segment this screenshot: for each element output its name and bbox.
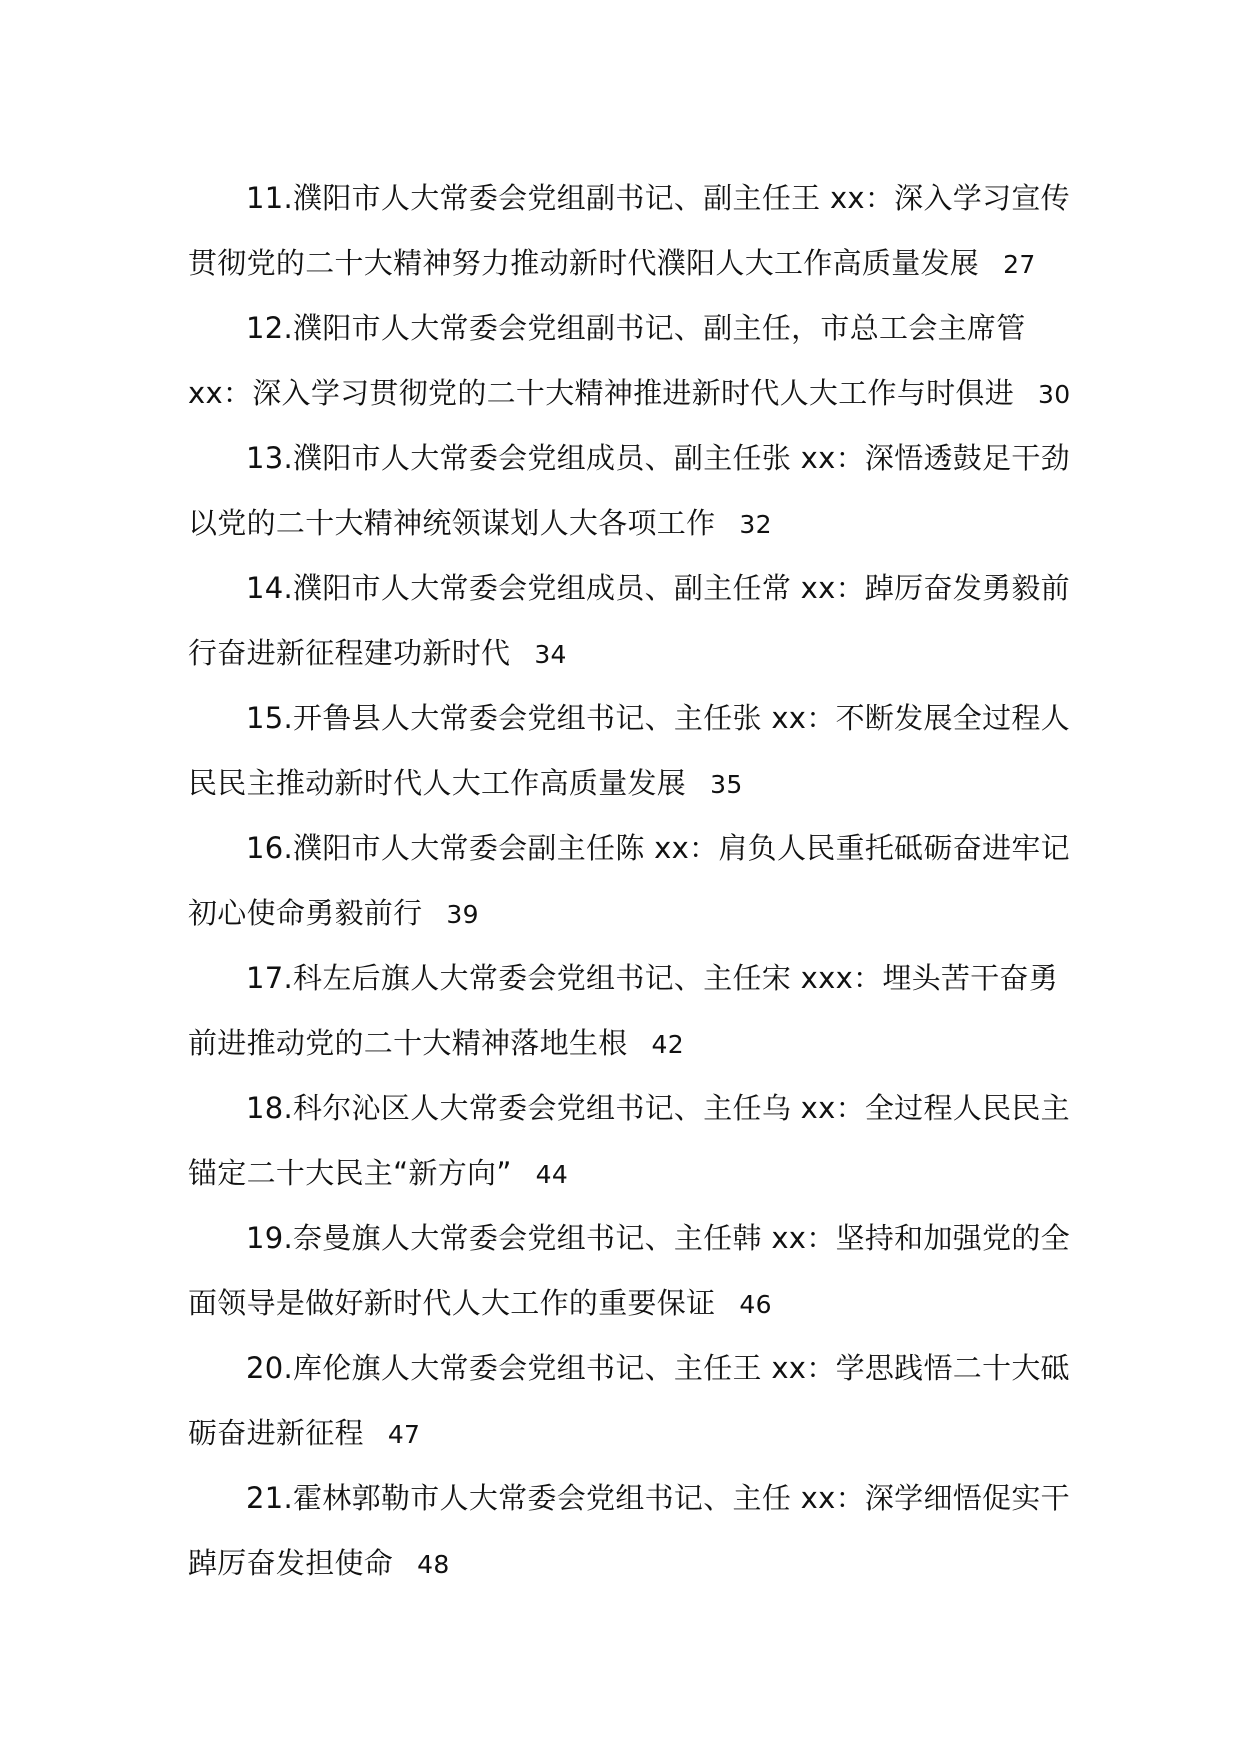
toc-entry-title-line2: [188, 621, 1058, 686]
toc-entry-19[interactable]: [188, 1206, 1070, 1336]
toc-entry-title-line2: [188, 751, 1058, 816]
toc-entry-title-line1: 16.濮阳市人大常委会副主任陈 xx：肩负人民重托砥砺奋进牢记: [246, 831, 1070, 865]
toc-entry-title-line1: 12.濮阳市人大常委会党组副书记、副主任，市总工会主席管: [246, 311, 1026, 345]
toc-page-number: 32: [739, 510, 772, 539]
toc-entry-title-line1: 17.科左后旗人大常委会党组书记、主任宋 xxx：埋头苦干奋勇: [246, 961, 1059, 995]
toc-entry-13[interactable]: [188, 426, 1070, 556]
toc-page-number: 27: [1003, 250, 1036, 279]
toc-entry-title-line2: [188, 1011, 1058, 1076]
toc-page-number: 30: [1038, 380, 1071, 409]
toc-page-number: 39: [446, 900, 479, 929]
toc-entry-16[interactable]: [188, 816, 1070, 946]
toc-page-number: 48: [417, 1550, 450, 1579]
toc-entry-title-line2: [188, 1531, 1058, 1596]
toc-page-number: 34: [534, 640, 567, 669]
toc-page-number: 35: [710, 770, 743, 799]
toc-entry-title-text: 锚定二十大民主“新方向”: [188, 1156, 512, 1190]
toc-entry-title-line1: 14.濮阳市人大常委会党组成员、副主任常 xx：踔厉奋发勇毅前: [246, 571, 1070, 605]
toc-entry-title-text: 贯彻党的二十大精神努力推动新时代濮阳人大工作高质量发展: [188, 246, 980, 280]
toc-entry-title-line1: 18.科尔沁区人大常委会党组书记、主任乌 xx：全过程人民民主: [246, 1091, 1070, 1125]
toc-entry-title-line2: [188, 231, 1058, 296]
toc-page-number: 47: [387, 1420, 421, 1449]
toc-entry-title-line1: 13.濮阳市人大常委会党组成员、副主任张 xx：深悟透鼓足干劲: [246, 441, 1070, 475]
toc-entry-title-text: 行奋进新征程建功新时代: [188, 636, 511, 670]
toc-page-number: 46: [739, 1290, 772, 1319]
toc-page-number: 42: [651, 1030, 684, 1059]
toc-entry-title-text: 面领导是做好新时代人大工作的重要保证: [188, 1286, 716, 1320]
toc-entry-18[interactable]: [188, 1076, 1070, 1206]
toc-entry-14[interactable]: [188, 556, 1070, 686]
toc-page-number: 44: [535, 1160, 569, 1189]
toc-entry-title-line2: [188, 361, 1071, 426]
toc-entry-12[interactable]: [188, 296, 1071, 426]
toc-entry-11[interactable]: [188, 166, 1070, 296]
toc-entry-title-line2: [188, 491, 1058, 556]
table-of-contents: [188, 166, 1071, 1596]
toc-entry-title-text: 初心使命勇毅前行: [188, 896, 423, 930]
toc-entry-title-line1: 11.濮阳市人大常委会党组副书记、副主任王 xx：深入学习宣传: [246, 181, 1070, 215]
toc-entry-title-text: 前进推动党的二十大精神落地生根: [188, 1026, 628, 1060]
toc-entry-title-line1: 15.开鲁县人大常委会党组书记、主任张 xx：不断发展全过程人: [246, 701, 1070, 735]
toc-entry-title-line1: 19.奈曼旗人大常委会党组书记、主任韩 xx：坚持和加强党的全: [246, 1221, 1070, 1255]
toc-entry-21[interactable]: [188, 1466, 1070, 1596]
toc-entry-title-line2: [188, 881, 1058, 946]
toc-entry-title-line1: 21.霍林郭勒市人大常委会党组书记、主任 xx：深学细悟促实干: [246, 1481, 1070, 1515]
toc-entry-title-text: 踔厉奋发担使命: [188, 1546, 394, 1580]
toc-entry-title-text: 以党的二十大精神统领谋划人大各项工作: [188, 506, 716, 540]
toc-entry-title-text: xx：深入学习贯彻党的二十大精神推进新时代人大工作与时俱进: [188, 376, 1015, 410]
toc-entry-20[interactable]: [188, 1336, 1070, 1466]
toc-entry-title-text: 民民主推动新时代人大工作高质量发展: [188, 766, 687, 800]
toc-entry-17[interactable]: [188, 946, 1058, 1076]
toc-entry-title-line1: 20.库伦旗人大常委会党组书记、主任王 xx：学思践悟二十大砥: [246, 1351, 1070, 1385]
toc-entry-15[interactable]: [188, 686, 1070, 816]
toc-entry-title-line2: [188, 1401, 1058, 1466]
toc-entry-title-line2: [188, 1271, 1058, 1336]
toc-entry-title-line2: [188, 1141, 1058, 1206]
toc-entry-title-text: 砺奋进新征程: [188, 1416, 364, 1450]
